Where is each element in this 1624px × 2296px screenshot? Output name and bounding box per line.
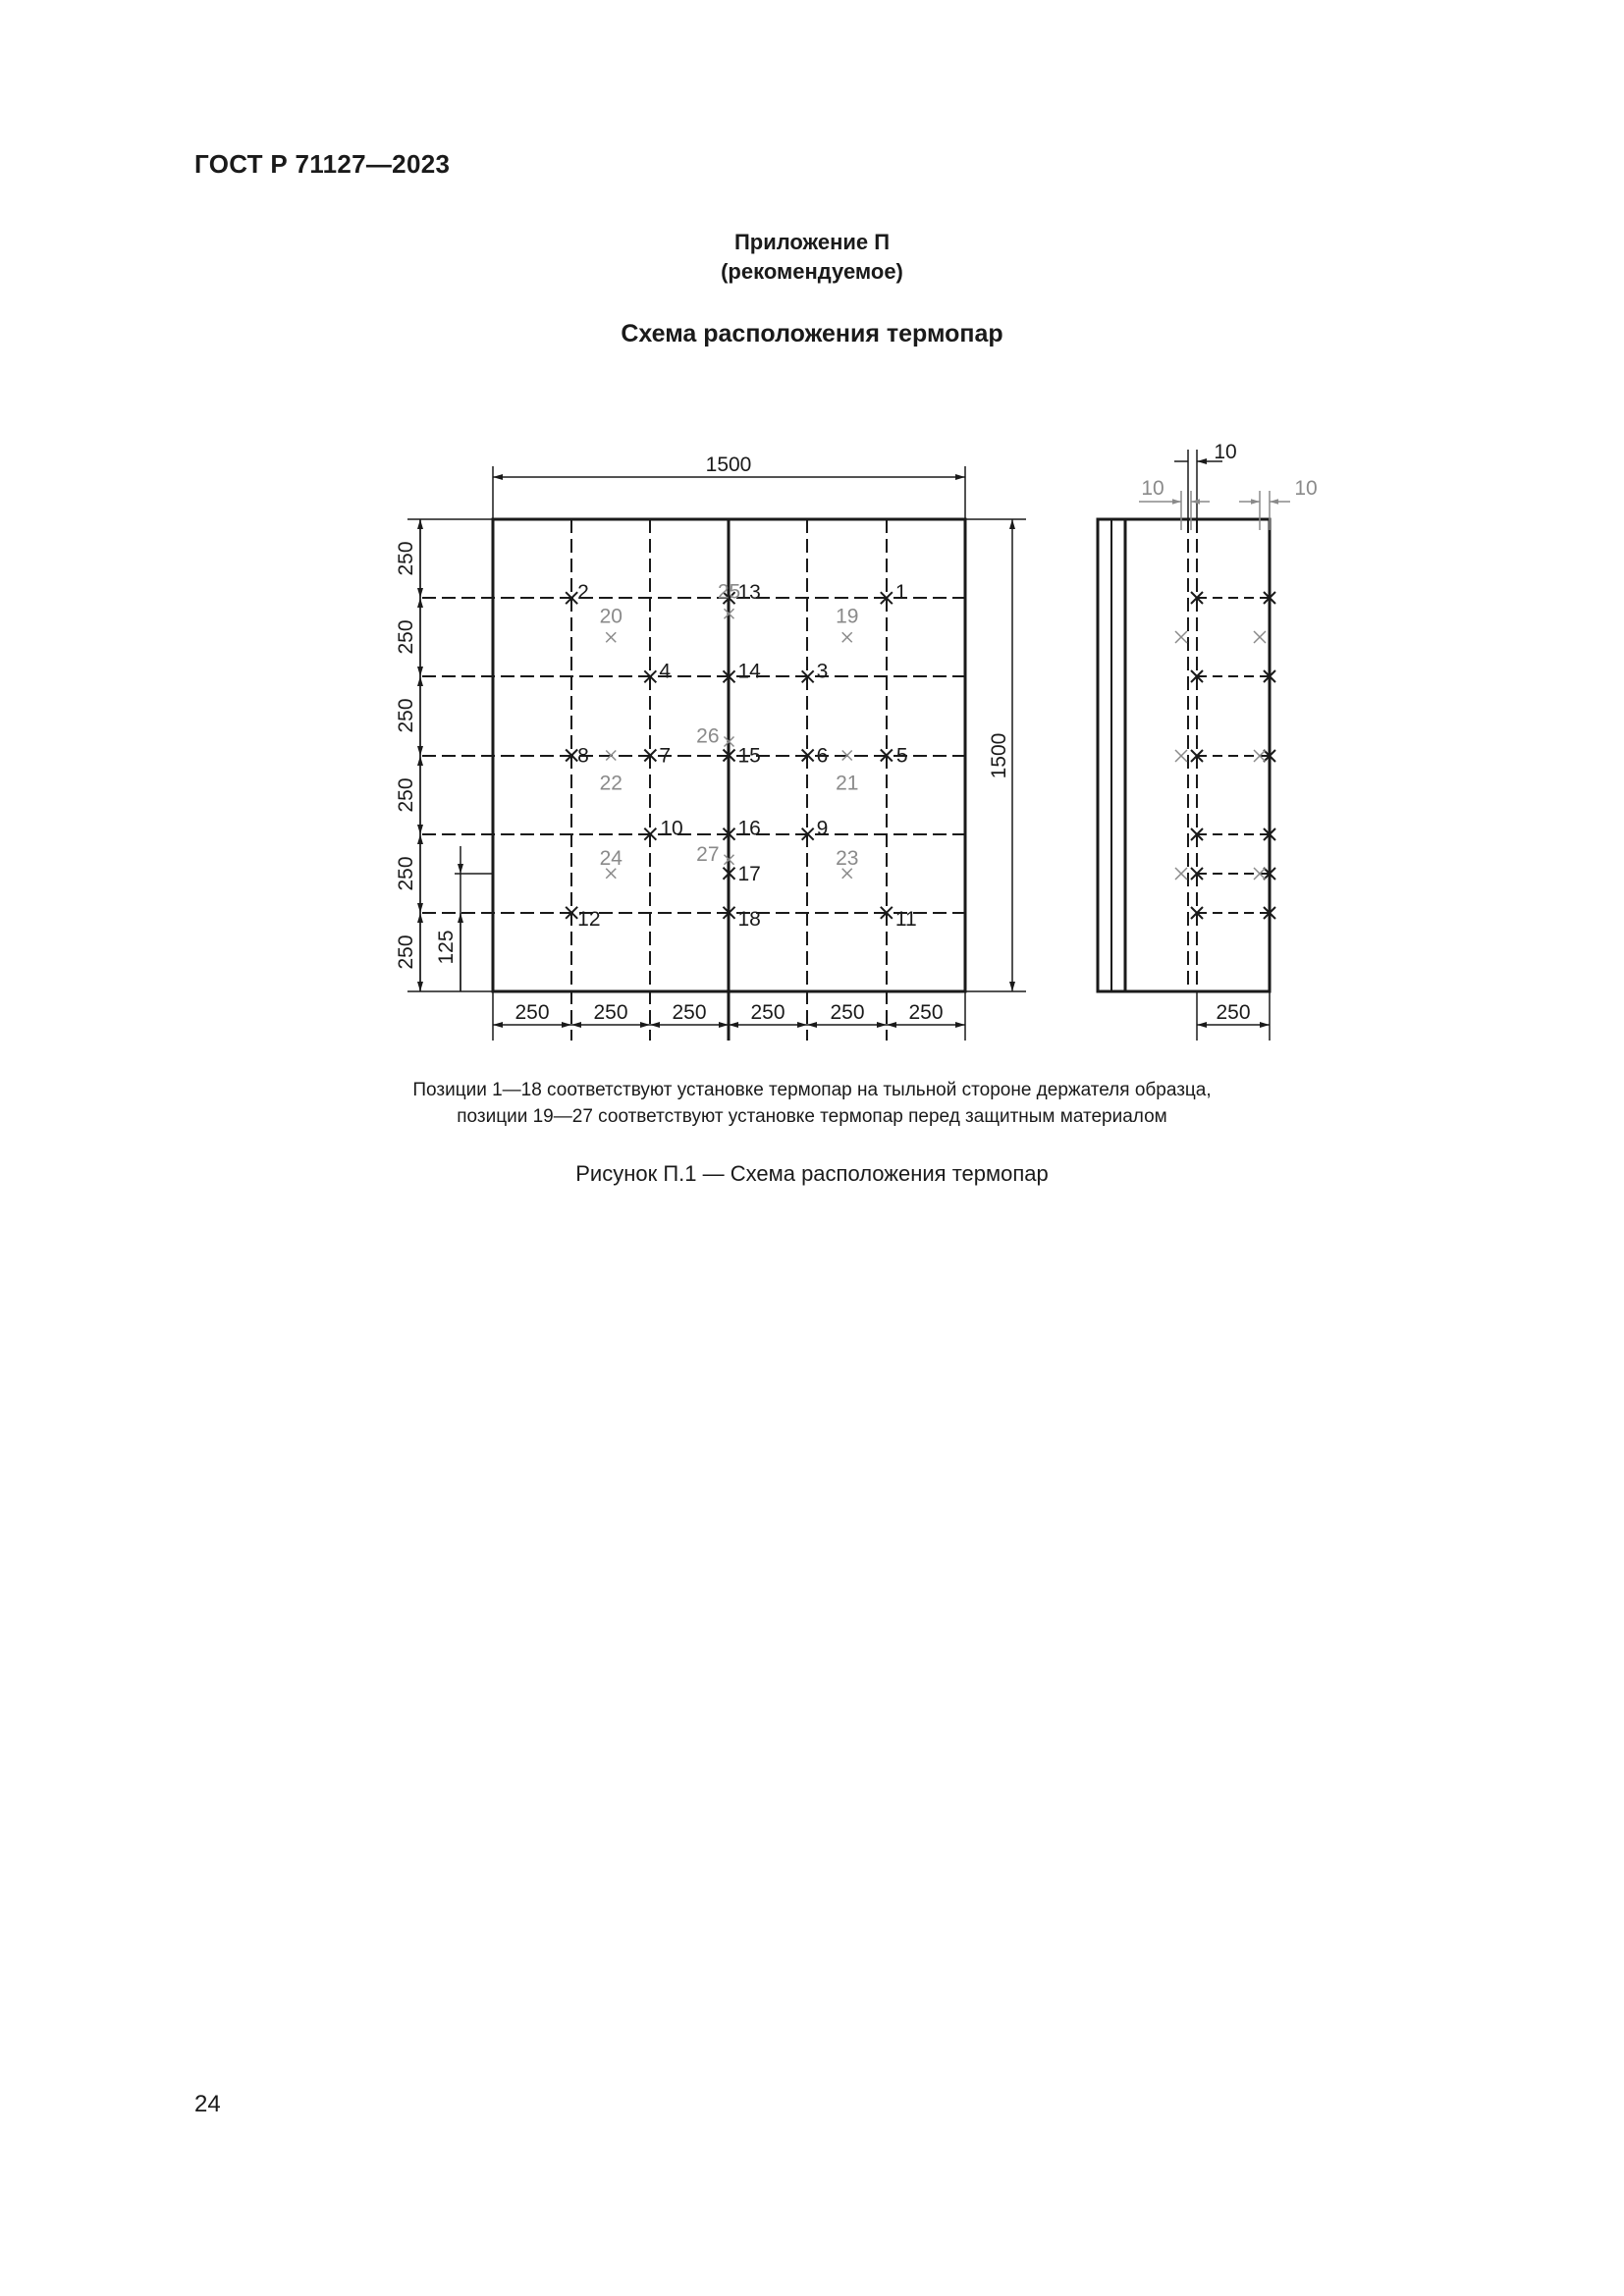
thermocouple-layout-figure (0, 0, 1624, 1099)
thermocouple-label-4: 4 (659, 660, 672, 683)
figure-note (0, 1077, 1624, 1130)
side-outline (1098, 519, 1270, 991)
thermocouple-label-22: 22 (599, 772, 623, 795)
dim-text-height: 1500 (988, 732, 1010, 779)
page-number: 24 (194, 2091, 221, 2117)
dim-text-left-3: 250 (395, 698, 417, 733)
thermocouple-label-2: 2 (577, 581, 589, 605)
side-dim-text-10-right: 10 (1294, 477, 1318, 500)
thermocouple-label-23: 23 (836, 846, 859, 870)
thermocouple-label-24: 24 (599, 846, 623, 870)
side-view (1098, 450, 1270, 1041)
dim-text-left-5: 250 (395, 856, 417, 891)
thermocouple-label-19: 19 (836, 605, 859, 628)
thermocouple-label-14: 14 (737, 660, 761, 683)
thermocouple-label-7: 7 (659, 744, 672, 768)
thermocouple-label-8: 8 (577, 744, 589, 768)
dim-text-125: 125 (435, 930, 458, 965)
dim-text-left-1: 250 (395, 541, 417, 576)
side-grey-marker-left-1 (1175, 631, 1187, 643)
thermocouple-label-9: 9 (816, 817, 829, 840)
dim-text-bottom-1: 250 (514, 1001, 550, 1024)
document-id: ГОСТ Р 71127—2023 (194, 149, 451, 179)
appendix-title: Приложение П (733, 230, 891, 254)
figure-caption: Рисунок П.1 — Схема расположения термопар (575, 1161, 1049, 1186)
figure-note-line-1: Позиции 1—18 соответствуют установке термопар на тыльной стороне держателя образца, (412, 1080, 1212, 1100)
side-grey-marker-right-1 (1254, 631, 1266, 643)
dim-text-left-2: 250 (395, 619, 417, 655)
figure-note-line-2: позиции 19—27 соответствуют установке термопар перед защитным материалом (457, 1106, 1167, 1127)
thermocouple-label-6: 6 (816, 744, 829, 768)
thermocouple-label-17: 17 (737, 862, 761, 885)
thermocouple-label-12: 12 (577, 907, 601, 931)
dim-text-left-4: 250 (395, 777, 417, 813)
thermocouple-label-25: 25 (717, 580, 741, 604)
thermocouple-marker-23 (842, 869, 852, 879)
thermocouple-marker-20 (606, 632, 616, 642)
front-view (407, 466, 1026, 1041)
thermocouple-label-10: 10 (660, 817, 683, 840)
thermocouple-label-15: 15 (737, 744, 761, 768)
side-thermocouples (1175, 592, 1275, 919)
side-dim-text-10-left: 10 (1141, 477, 1164, 500)
dim-text-bottom-6: 250 (908, 1001, 944, 1024)
thermocouple-marker-19 (842, 632, 852, 642)
thermocouple-label-3: 3 (816, 660, 829, 683)
side-grey-marker-left-2 (1175, 750, 1187, 762)
thermocouple-label-20: 20 (599, 605, 623, 628)
dim-text-bottom-4: 250 (750, 1001, 785, 1024)
side-grey-marker-left-3 (1175, 868, 1187, 880)
extension-lines (407, 466, 1026, 1041)
dim-text-width: 1500 (705, 454, 752, 476)
grid-horizontal (422, 598, 965, 913)
appendix-subtitle: (рекомендуемое) (721, 259, 903, 284)
thermocouple-label-21: 21 (836, 772, 859, 795)
dim-text-left-6: 250 (395, 934, 417, 970)
thermocouple-label-11: 11 (894, 907, 917, 931)
dim-text-bottom-5: 250 (830, 1001, 865, 1024)
section-title: Схема расположения термопар (621, 320, 1003, 347)
thermocouple-label-16: 16 (737, 817, 761, 840)
dim-text-bottom-3: 250 (672, 1001, 707, 1024)
thermocouple-label-26: 26 (696, 724, 720, 748)
thermocouple-label-13: 13 (737, 581, 761, 605)
thermocouple-label-5: 5 (895, 744, 908, 768)
side-dim-text-10-top: 10 (1214, 441, 1237, 463)
thermocouple-marker-24 (606, 869, 616, 879)
side-extension-lines (1188, 450, 1270, 1041)
thermocouple-label-27: 27 (696, 842, 720, 866)
side-dim-text-250: 250 (1216, 1001, 1251, 1024)
thermocouple-label-1: 1 (894, 581, 907, 605)
thermocouple-label-18: 18 (737, 907, 761, 931)
dim-text-bottom-2: 250 (593, 1001, 628, 1024)
